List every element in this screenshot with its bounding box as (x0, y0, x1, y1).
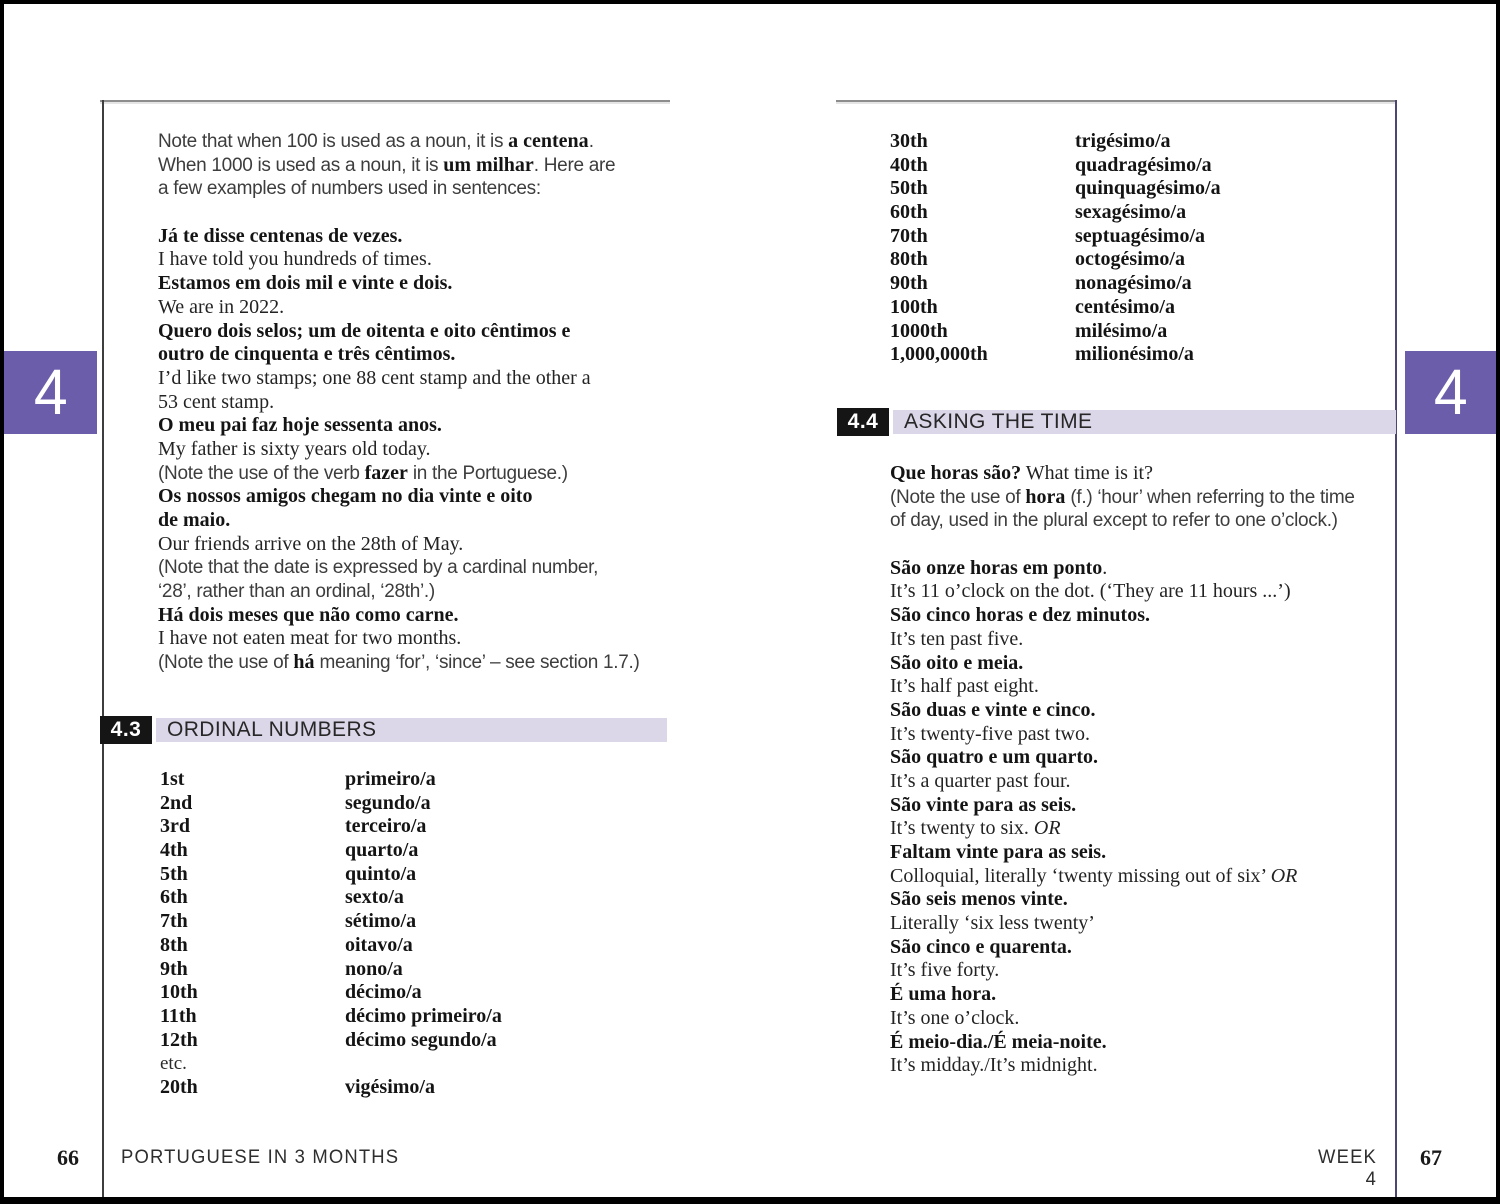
ordinal-translation: nono/a (345, 957, 403, 980)
ordinal-translation: décimo segundo/a (345, 1028, 497, 1051)
section-number-badge: 4.4 (837, 408, 889, 436)
table-row (890, 225, 1390, 249)
text-segment: I have told you hundreds of times. (158, 248, 432, 271)
chapter-number: 4 (1433, 356, 1468, 428)
section-header-4-3 (100, 716, 667, 744)
text-line (158, 248, 678, 272)
text-line (890, 462, 1410, 486)
book-title-footer: PORTUGUESE IN 3 MONTHS (121, 1147, 400, 1168)
text-line (890, 841, 1410, 865)
text-line (158, 438, 678, 462)
week-label-footer: WEEK 4 (1318, 1147, 1377, 1190)
ordinal-translation: septuagésimo/a (1075, 224, 1205, 247)
frame-edge-top (0, 0, 1500, 4)
ordinal-term: 60th (890, 201, 928, 224)
table-row (890, 177, 1390, 201)
text-segment: de maio. (158, 509, 231, 531)
text-segment: outro de cinquenta e três cêntimos. (158, 343, 456, 366)
text-segment: a centena (508, 130, 589, 152)
text-segment: . (1102, 556, 1108, 579)
text-line (158, 462, 678, 486)
ordinal-term: 1st (160, 768, 185, 790)
text-line (158, 414, 678, 438)
ordinal-translation: sétimo/a (345, 910, 417, 933)
frame-edge-right (1496, 0, 1500, 1204)
table-row (160, 1005, 660, 1029)
table-row (890, 201, 1390, 225)
text-segment: It’s five forty. (890, 959, 1000, 982)
text-segment: OR (1270, 864, 1298, 887)
ordinal-translation: nonagésimo/a (1075, 272, 1192, 295)
right-page-top-border (836, 100, 1397, 102)
ordinal-translation: quarto/a (345, 839, 419, 862)
text-segment: It’s half past eight. (890, 675, 1039, 698)
ordinal-translation: trigésimo/a (1075, 130, 1171, 152)
text-segment: It’s twenty to six. (890, 817, 1034, 840)
text-segment: São cinco horas e dez minutos. (890, 604, 1150, 627)
text-segment: Os nossos amigos chegam no dia vinte e oito (158, 485, 533, 508)
ordinal-term: 20th (160, 1075, 198, 1098)
chapter-tab-left (4, 351, 97, 434)
section-number-badge: 4.3 (100, 716, 152, 744)
table-row (890, 272, 1390, 296)
ordinal-term: 40th (890, 153, 928, 176)
text-segment: It’s 11 o’clock on the dot. (‘They are 11 hours ...’) (890, 580, 1291, 603)
left-page-text (158, 130, 678, 675)
ordinal-translation: terceiro/a (345, 815, 427, 838)
text-line (158, 367, 678, 391)
text-segment: Literally ‘six less twenty’ (890, 912, 1095, 935)
text-segment: a few examples of numbers used in sentences: (158, 178, 541, 200)
text-line (890, 557, 1410, 581)
text-line (890, 509, 1410, 533)
text-segment: (Note that the date is expressed by a cardinal number, (158, 557, 599, 579)
text-segment: Estamos em dois mil e vinte e dois. (158, 272, 453, 295)
ordinal-translation: décimo primeiro/a (345, 1004, 502, 1027)
ordinal-numbers-table-1-to-20 (160, 768, 660, 1100)
text-line (890, 580, 1410, 604)
text-segment: São vinte para as seis. (890, 793, 1077, 816)
table-row (160, 839, 660, 863)
table-row (160, 981, 660, 1005)
text-line (890, 770, 1410, 794)
text-line (158, 533, 678, 557)
ordinal-term: 7th (160, 910, 188, 933)
ordinal-term: 2nd (160, 791, 193, 814)
table-row (160, 792, 660, 816)
table-row (890, 296, 1390, 320)
chapter-tab-right (1405, 351, 1496, 434)
text-segment: What time is it? (1021, 462, 1153, 484)
table-row (160, 863, 660, 887)
text-line (890, 699, 1410, 723)
text-line (158, 580, 678, 604)
text-segment: fazer (364, 461, 408, 484)
table-row (160, 1076, 660, 1100)
ordinal-term: 70th (890, 224, 928, 247)
right-page-text (890, 462, 1410, 1078)
text-segment: Colloquial, literally ‘twenty missing out of six’ (890, 864, 1271, 887)
ordinal-translation: oitavo/a (345, 933, 413, 956)
text-line (158, 604, 678, 628)
text-segment: Note that when 100 is used as a noun, it is (158, 131, 509, 152)
text-line (890, 865, 1410, 889)
ordinal-numbers-table-30-to-million (890, 130, 1390, 367)
ordinal-translation: vigésimo/a (345, 1075, 435, 1098)
text-line (158, 320, 678, 344)
ordinal-term: 3rd (160, 815, 190, 838)
text-line (158, 556, 678, 580)
chapter-number: 4 (33, 356, 68, 428)
text-segment: Já te disse centenas de vezes. (158, 224, 403, 247)
ordinal-term: 80th (890, 248, 928, 271)
frame-edge-bottom (0, 1197, 1500, 1204)
table-row (160, 886, 660, 910)
text-segment: 53 cent stamp. (158, 390, 275, 413)
text-segment: in the Portuguese.) (407, 462, 568, 484)
text-segment: Que horas são? (890, 462, 1022, 484)
text-segment: I’d like two stamps; one 88 cent stamp and the other a (158, 366, 591, 389)
text-segment: (Note the use of (158, 652, 294, 674)
ordinal-term: 5th (160, 862, 188, 885)
ordinal-term: 1,000,000th (890, 343, 988, 366)
text-segment: É meio-dia./É meia-noite. (890, 1030, 1107, 1053)
text-line (158, 177, 678, 201)
ordinal-term: 8th (160, 933, 188, 956)
ordinal-translation: décimo/a (345, 981, 422, 1004)
text-segment: My father is sixty years old today. (158, 437, 431, 460)
ordinal-term: 9th (160, 957, 188, 980)
text-segment: (Note the use of the verb (158, 462, 365, 484)
ordinal-term: 90th (890, 272, 928, 295)
text-line (158, 154, 678, 178)
text-line (158, 343, 678, 367)
ordinal-term: 11th (160, 1004, 197, 1027)
page-number-right: 67 (1420, 1145, 1442, 1170)
text-line (890, 1054, 1410, 1078)
table-row (160, 768, 660, 792)
ordinal-translation: quinto/a (345, 862, 417, 885)
ordinal-term: 6th (160, 886, 188, 909)
text-line (890, 486, 1410, 510)
text-segment: It’s ten past five. (890, 627, 1024, 650)
text-line (158, 627, 678, 651)
text-segment: São cinco e quarenta. (890, 935, 1072, 958)
text-line (158, 130, 678, 154)
text-segment: um milhar (443, 153, 534, 176)
text-line (890, 936, 1410, 960)
text-segment: ‘28’, rather than an ordinal, ‘28th’.) (158, 581, 435, 603)
text-segment: É uma hora. (890, 983, 997, 1006)
ordinal-translation: octogésimo/a (1075, 248, 1185, 271)
left-page-top-border (100, 100, 670, 102)
ordinal-term: 50th (890, 177, 928, 200)
text-segment: It’s midday./It’s midnight. (890, 1054, 1098, 1077)
page-number-left: 66 (57, 1145, 79, 1170)
text-line (890, 746, 1410, 770)
text-segment: Há dois meses que não como carne. (158, 603, 459, 626)
ordinal-term: 4th (160, 839, 188, 862)
text-line (158, 296, 678, 320)
text-segment: São quatro e um quarto. (890, 746, 1098, 769)
ordinal-term: 1000th (890, 319, 948, 342)
ordinal-translation: quinquagésimo/a (1075, 177, 1221, 200)
section-title-bar: ORDINAL NUMBERS (156, 718, 667, 742)
text-segment: Quero dois selos; um de oitenta e oito cêntimos e (158, 319, 571, 342)
text-segment: São onze horas em ponto (890, 556, 1103, 579)
text-segment: há (293, 651, 315, 674)
section-header-4-4 (837, 408, 1396, 436)
text-line (890, 888, 1410, 912)
text-line (890, 794, 1410, 818)
ordinal-translation: quadragésimo/a (1075, 153, 1212, 176)
text-segment: O meu pai faz hoje sessenta anos. (158, 414, 442, 437)
text-line (158, 272, 678, 296)
ordinal-translation: sexto/a (345, 886, 404, 909)
table-row (160, 1029, 660, 1053)
ordinal-translation: sexagésimo/a (1075, 201, 1187, 224)
text-line (890, 652, 1410, 676)
text-line (158, 225, 678, 249)
ordinal-translation: milésimo/a (1075, 319, 1168, 342)
table-row (160, 958, 660, 982)
table-row (160, 934, 660, 958)
text-line (158, 509, 678, 533)
text-line (890, 912, 1410, 936)
text-segment: I have not eaten meat for two months. (158, 627, 462, 650)
text-segment: . (588, 131, 594, 152)
text-line (890, 959, 1410, 983)
text-segment: (Note the use of (890, 486, 1026, 508)
ordinal-term: 10th (160, 981, 198, 1004)
table-row (160, 815, 660, 839)
text-line (158, 391, 678, 415)
ordinal-term: etc. (160, 1053, 187, 1075)
ordinal-translation: milionésimo/a (1075, 343, 1194, 366)
text-line (890, 675, 1410, 699)
section-title-bar: ASKING THE TIME (893, 410, 1396, 434)
text-segment: We are in 2022. (158, 295, 285, 318)
ordinal-term: 100th (890, 295, 938, 318)
table-row (890, 248, 1390, 272)
text-line (158, 485, 678, 509)
text-segment: São oito e meia. (890, 651, 1024, 674)
text-segment: meaning ‘for’, ‘since’ – see section 1.7.) (314, 652, 640, 674)
text-segment: Our friends arrive on the 28th of May. (158, 532, 464, 555)
text-segment: . Here are (533, 154, 616, 176)
text-segment: It’s a quarter past four. (890, 769, 1071, 792)
table-row (890, 130, 1390, 154)
left-page-side-border (102, 100, 104, 1197)
ordinal-term: 12th (160, 1028, 198, 1051)
frame-edge-left (0, 0, 4, 1204)
ordinal-term: 30th (890, 130, 928, 152)
table-row (890, 154, 1390, 178)
table-row (160, 910, 660, 934)
text-segment: hora (1025, 485, 1066, 508)
ordinal-translation: segundo/a (345, 791, 431, 814)
text-segment: São duas e vinte e cinco. (890, 698, 1096, 721)
text-segment: It’s twenty-five past two. (890, 722, 1090, 745)
text-line (890, 817, 1410, 841)
text-line (890, 983, 1410, 1007)
ordinal-translation: centésimo/a (1075, 295, 1175, 318)
text-segment: São seis menos vinte. (890, 888, 1068, 911)
text-line (890, 1031, 1410, 1055)
table-row (890, 320, 1390, 344)
text-line (890, 723, 1410, 747)
text-segment: OR (1033, 817, 1061, 840)
text-line (890, 604, 1410, 628)
text-segment: Faltam vinte para as seis. (890, 841, 1107, 863)
table-row (890, 343, 1390, 367)
text-segment: of day, used in the plural except to refer to one o’clock.) (890, 510, 1338, 532)
text-segment: (f.) ‘hour’ when referring to the time (1065, 486, 1355, 508)
text-line (158, 651, 678, 675)
text-line (890, 1007, 1410, 1031)
text-line (890, 628, 1410, 652)
text-segment: When 1000 is used as a noun, it is (158, 154, 444, 176)
ordinal-translation: primeiro/a (345, 768, 436, 790)
table-row (160, 1052, 660, 1076)
text-segment: It’s one o’clock. (890, 1006, 1020, 1029)
